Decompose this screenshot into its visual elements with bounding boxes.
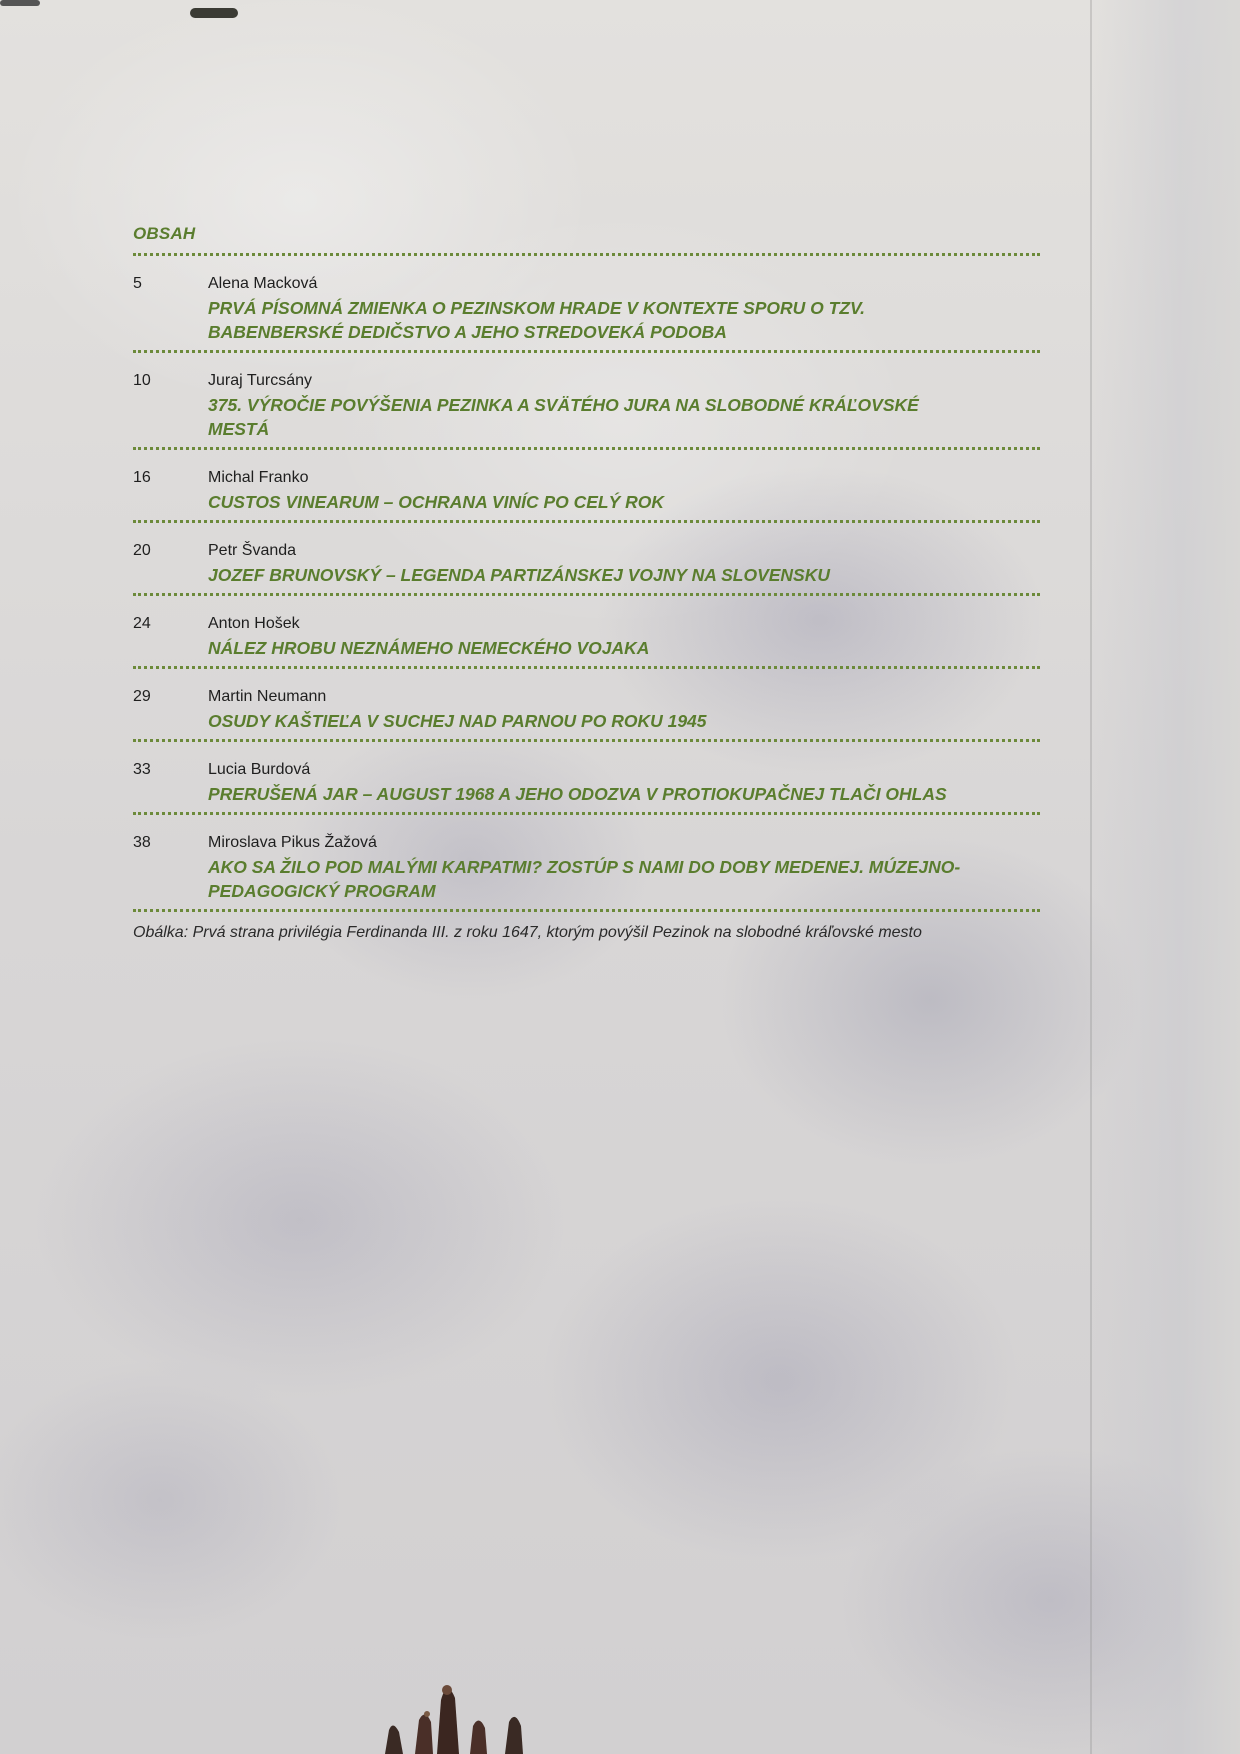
entry-title: 375. VÝROČIE POVÝŠENIA PEZINKA A SVÄTÉHO JURA NA SLOBODNÉ KRÁĽOVSKÉ MESTÁ bbox=[208, 395, 919, 439]
entry-body bbox=[208, 612, 1040, 660]
entry-body bbox=[208, 758, 1040, 806]
entry-author: Anton Hošek bbox=[208, 615, 300, 632]
toc-entry bbox=[133, 831, 1040, 912]
entry-author: Martin Neumann bbox=[208, 688, 327, 705]
entry-body bbox=[208, 272, 1040, 344]
ink-stain-top bbox=[190, 8, 238, 18]
entry-page-number: 5 bbox=[133, 275, 142, 292]
entry-body bbox=[208, 831, 1040, 903]
entry-page-number: 29 bbox=[133, 688, 151, 705]
entry-author: Miroslava Pikus Žažová bbox=[208, 834, 377, 851]
toc-entry bbox=[133, 685, 1040, 742]
toc-entry bbox=[133, 272, 1040, 353]
cover-caption: Obálka: Prvá strana privilégia Ferdinanda III. z roku 1647, ktorým povýšil Pezinok na slobodné kráľovské mesto bbox=[133, 924, 922, 941]
entry-title: CUSTOS VINEARUM – OCHRANA VINÍC PO CELÝ ROK bbox=[208, 492, 665, 512]
toc-entry bbox=[133, 539, 1040, 596]
entry-page-number: 16 bbox=[133, 469, 151, 486]
table-of-contents bbox=[133, 224, 1040, 944]
entry-author: Michal Franko bbox=[208, 469, 309, 486]
entry-title: PRERUŠENÁ JAR – AUGUST 1968 A JEHO ODOZVA V PROTIOKUPAČNEJ TLAČI OHLAS bbox=[208, 784, 947, 804]
entry-body bbox=[208, 539, 1040, 587]
entry-page-number: 38 bbox=[133, 834, 151, 851]
paper-fold-line bbox=[1090, 0, 1092, 1754]
entry-body bbox=[208, 369, 1040, 441]
paper-right-edge bbox=[1090, 0, 1240, 1754]
entry-page-number: 24 bbox=[133, 615, 151, 632]
entry-title: OSUDY KAŠTIEĽA V SUCHEJ NAD PARNOU PO ROKU 1945 bbox=[208, 711, 707, 731]
entry-title: JOZEF BRUNOVSKÝ – LEGENDA PARTIZÁNSKEJ VOJNY NA SLOVENSKU bbox=[208, 565, 831, 585]
entry-author: Petr Švanda bbox=[208, 542, 297, 559]
entry-page-number: 33 bbox=[133, 761, 151, 778]
entry-page-number: 20 bbox=[133, 542, 151, 559]
toc-entry bbox=[133, 612, 1040, 669]
entry-author: Lucia Burdová bbox=[208, 761, 311, 778]
toc-entry bbox=[133, 466, 1040, 523]
entry-title: NÁLEZ HROBU NEZNÁMEHO NEMECKÉHO VOJAKA bbox=[208, 638, 650, 658]
entry-body bbox=[208, 685, 1040, 733]
ink-stain-corner bbox=[0, 0, 40, 6]
entry-title: PRVÁ PÍSOMNÁ ZMIENKA O PEZINSKOM HRADE V KONTEXTE SPORU O TZV. BABENBERSKÉ DEDIČSTVO A JEHO STREDOVEKÁ PODOBA bbox=[208, 298, 865, 342]
seal-fragment-image bbox=[375, 1670, 555, 1754]
toc-entry bbox=[133, 758, 1040, 815]
toc-heading: OBSAH bbox=[133, 224, 1040, 256]
entry-page-number: 10 bbox=[133, 372, 151, 389]
entry-author: Alena Macková bbox=[208, 275, 318, 292]
entry-author: Juraj Turcsány bbox=[208, 372, 313, 389]
toc-entry bbox=[133, 369, 1040, 450]
entry-body bbox=[208, 466, 1040, 514]
entry-title: AKO SA ŽILO POD MALÝMI KARPATMI? ZOSTÚP S NAMI DO DOBY MEDENEJ. MÚZEJNO-PEDAGOGICKÝ PROGRAM bbox=[208, 857, 961, 901]
